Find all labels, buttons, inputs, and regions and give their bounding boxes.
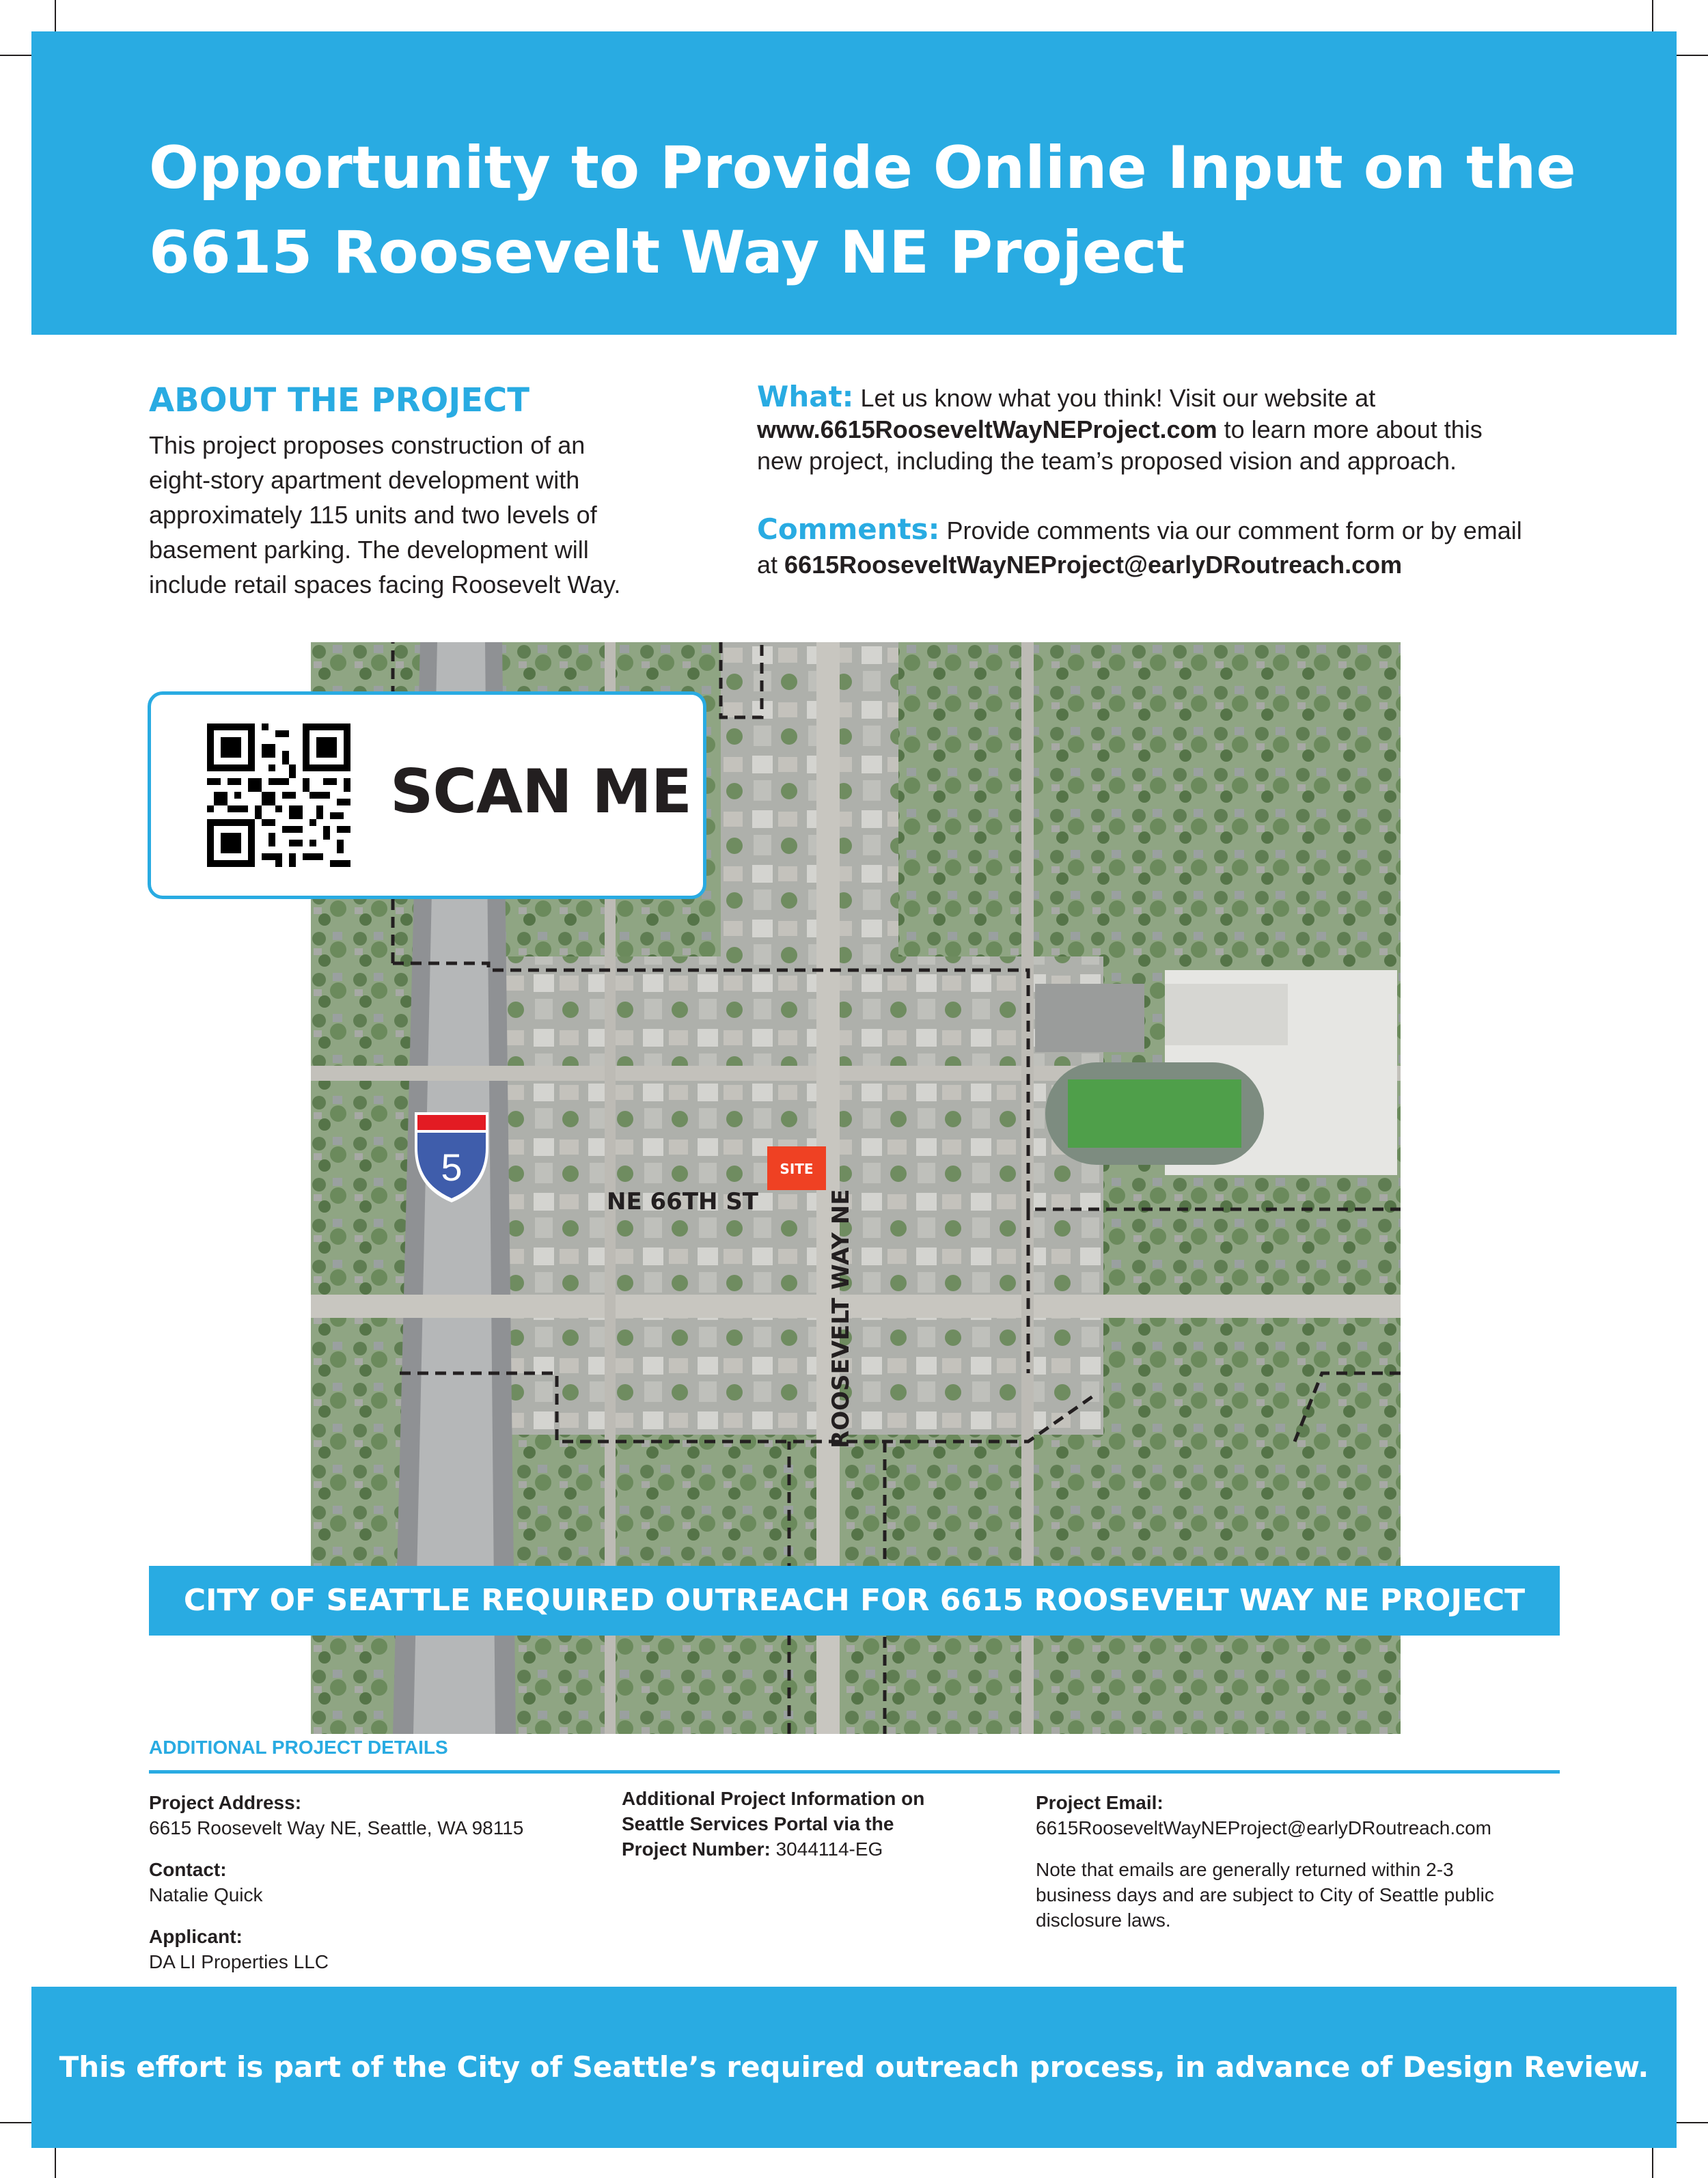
qr-code-card[interactable]: [148, 691, 706, 899]
note-line: business days and are subject to City of Seattle public: [1036, 1884, 1494, 1905]
about-line: include retail spaces facing Roosevelt Way.: [149, 570, 621, 598]
shield-number: 5: [441, 1146, 463, 1189]
what-label: What:: [757, 380, 854, 413]
contact-label: Contact:: [149, 1859, 227, 1880]
portal-line-1: Additional Project Information on: [622, 1788, 925, 1809]
about-line: basement parking. The development will: [149, 536, 589, 564]
comments-email-link[interactable]: 6615RooseveltWayNEProject@earlyDRoutreach.com: [784, 551, 1403, 579]
street-label-roosevelt-way: ROOSEVELT WAY NE: [827, 1189, 855, 1448]
website-link[interactable]: www.6615RooseveltWayNEProject.com: [757, 415, 1217, 443]
applicant-label: Applicant:: [149, 1926, 243, 1947]
comments-label: Comments:: [757, 512, 940, 546]
comments-at: at: [757, 551, 778, 579]
about-line: approximately 115 units and two levels of: [149, 501, 597, 529]
address-value: 6615 Roosevelt Way NE, Seattle, WA 98115: [149, 1817, 524, 1838]
street-label-ne-66th: NE 66TH ST: [607, 1188, 758, 1215]
email-label: Project Email:: [1036, 1792, 1163, 1813]
what-block: [757, 381, 1577, 477]
details-column-left: [149, 1790, 627, 1974]
scan-me-label: SCAN ME: [390, 756, 692, 827]
title-line-2: 6615 Roosevelt Way NE Project: [149, 219, 1185, 287]
qr-code-icon[interactable]: [207, 723, 350, 867]
note-line: disclosure laws.: [1036, 1910, 1171, 1931]
what-line-2: to learn more about this: [1224, 415, 1483, 443]
about-heading: ABOUT THE PROJECT: [149, 381, 529, 419]
comments-block: [757, 512, 1577, 582]
what-line-3: new project, including the team’s proposed vision and approach.: [757, 447, 1457, 475]
project-email-link[interactable]: 6615RooseveltWayNEProject@earlyDRoutreach.com: [1036, 1817, 1491, 1838]
comments-line-1: Provide comments via our comment form or by email: [946, 516, 1522, 544]
contact-value: Natalie Quick: [149, 1884, 263, 1905]
about-line: This project proposes construction of an: [149, 431, 586, 459]
applicant-value: DA LI Properties LLC: [149, 1951, 329, 1972]
footer-banner: This effort is part of the City of Seattle’s required outreach process, in advance of Design Review.: [31, 1987, 1677, 2148]
page-title: [149, 126, 1584, 295]
title-line-1: Opportunity to Provide Online Input on the: [149, 134, 1576, 202]
project-number-value: 3044114-EG: [775, 1838, 883, 1860]
note-line: Note that emails are generally returned within 2-3: [1036, 1859, 1454, 1880]
outreach-banner: CITY OF SEATTLE REQUIRED OUTREACH FOR 6615 ROOSEVELT WAY NE PROJECT: [149, 1566, 1560, 1636]
details-heading: ADDITIONAL PROJECT DETAILS: [149, 1737, 448, 1758]
site-label: SITE: [780, 1161, 814, 1177]
details-column-middle: [622, 1786, 1032, 1862]
about-line: eight-story apartment development with: [149, 466, 580, 494]
portal-line-2: Seattle Services Portal via the: [622, 1813, 894, 1834]
details-column-right: [1036, 1790, 1569, 1933]
address-label: Project Address:: [149, 1792, 302, 1813]
about-body: [149, 428, 764, 602]
project-number-label: Project Number:: [622, 1838, 771, 1860]
hero-banner: [31, 31, 1677, 335]
what-line-1: Let us know what you think! Visit our website at: [860, 384, 1376, 412]
details-divider: [149, 1770, 1560, 1774]
